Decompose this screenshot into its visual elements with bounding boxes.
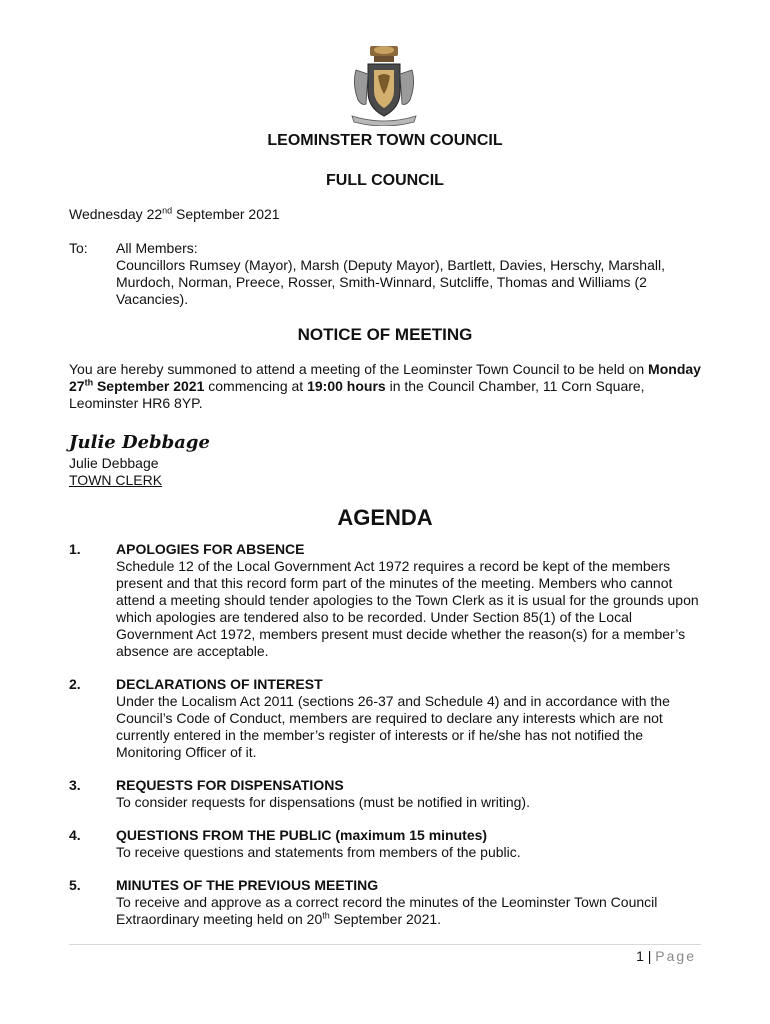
- agenda-item-number: 2.: [69, 676, 81, 692]
- agenda-item-text: To consider requests for dispensations (must be notified in writing).: [116, 794, 530, 810]
- meeting-name: FULL COUNCIL: [326, 172, 444, 189]
- agenda-item-text: To receive questions and statements from members of the public.: [116, 844, 521, 860]
- agenda-item-text-sup: th: [322, 910, 330, 921]
- summons-paragraph: [69, 361, 709, 412]
- summons-text-b: commencing at: [204, 378, 308, 394]
- agenda-item-title: REQUESTS FOR DISPENSATIONS: [116, 777, 344, 793]
- date-prefix: Wednesday 22: [69, 206, 163, 222]
- agenda-item-text: Schedule 12 of the Local Government Act 1972 requires a record be kept of the members present and that this record form part of the minutes of the meeting. Members who cannot attend a meeting should tender apologies to the Town Clerk as it is usual for the grounds upon which apologies are tendered also to be recorded. Under Section 85(1) of the Local Government Act 1972, members present must decide whether the reason(s) for a member’s absence are acceptable.: [116, 558, 699, 659]
- agenda-item-text: Under the Localism Act 2011 (sections 26-37 and Schedule 4) and in accordance with the Council’s Code of Conduct, members are required to declare any interests which are not currently entered in the member’s register of interests or if he/she has not notified the Monitoring Officer of it.: [116, 693, 670, 760]
- page-separator: |: [643, 948, 656, 964]
- clerk-name: Julie Debbage: [69, 455, 159, 471]
- summons-time: 19:00 hours: [307, 378, 386, 394]
- notice-title: NOTICE OF MEETING: [297, 325, 473, 344]
- agenda-item-number: 1.: [69, 541, 81, 557]
- meeting-notice-date: [69, 206, 280, 222]
- page-number: 1: [636, 948, 644, 964]
- crest-icon: [344, 44, 424, 126]
- signature: Julie Debbage: [69, 432, 210, 453]
- recipients-label: To:: [69, 240, 88, 256]
- agenda-item-number: 5.: [69, 877, 81, 893]
- summons-date-a: Monday 27: [69, 361, 701, 394]
- summons-text-c: in the Council Chamber, 11 Corn Square, Leominster HR6 8YP.: [69, 378, 645, 411]
- council-name: LEOMINSTER TOWN COUNCIL: [267, 132, 503, 149]
- recipients-body: [116, 240, 706, 308]
- summons-date-b: September 2021: [93, 378, 205, 394]
- page-footer: [0, 948, 696, 964]
- agenda-item-text-b: September 2021.: [329, 911, 442, 927]
- agenda-item-title: DECLARATIONS OF INTEREST: [116, 676, 323, 692]
- recipients-line-1: All Members:: [116, 240, 198, 256]
- summons-text-a: You are hereby summoned to attend a meeting of the Leominster Town Council to be held on: [69, 361, 649, 377]
- agenda-item-title: MINUTES OF THE PREVIOUS MEETING: [116, 877, 379, 893]
- page-label: Page: [655, 948, 696, 964]
- clerk-title: TOWN CLERK: [69, 472, 163, 488]
- date-suffix-sup: nd: [162, 205, 173, 216]
- recipients-line-2: Councillors Rumsey (Mayor), Marsh (Deputy Mayor), Bartlett, Davies, Herschy, Marshall, Murdoch, Norman, Preece, Rosser, Smith-Winnard, Sutcliffe, Thomas and Williams (2 Vacancies).: [116, 257, 665, 307]
- agenda-item-number: 3.: [69, 777, 81, 793]
- agenda-item-title: QUESTIONS FROM THE PUBLIC (maximum 15 minutes): [116, 827, 488, 843]
- agenda-title: AGENDA: [337, 505, 433, 530]
- agenda-item-text-a: To receive and approve as a correct record the minutes of the Leominster Town Council Extraordinary meeting held on 20: [116, 894, 658, 927]
- footer-divider: [69, 944, 701, 945]
- summons-date-sup: th: [84, 377, 94, 388]
- agenda-item-text: [116, 894, 706, 928]
- agenda-item-title: APOLOGIES FOR ABSENCE: [116, 541, 305, 557]
- date-suffix: September 2021: [172, 206, 280, 222]
- agenda-item-number: 4.: [69, 827, 81, 843]
